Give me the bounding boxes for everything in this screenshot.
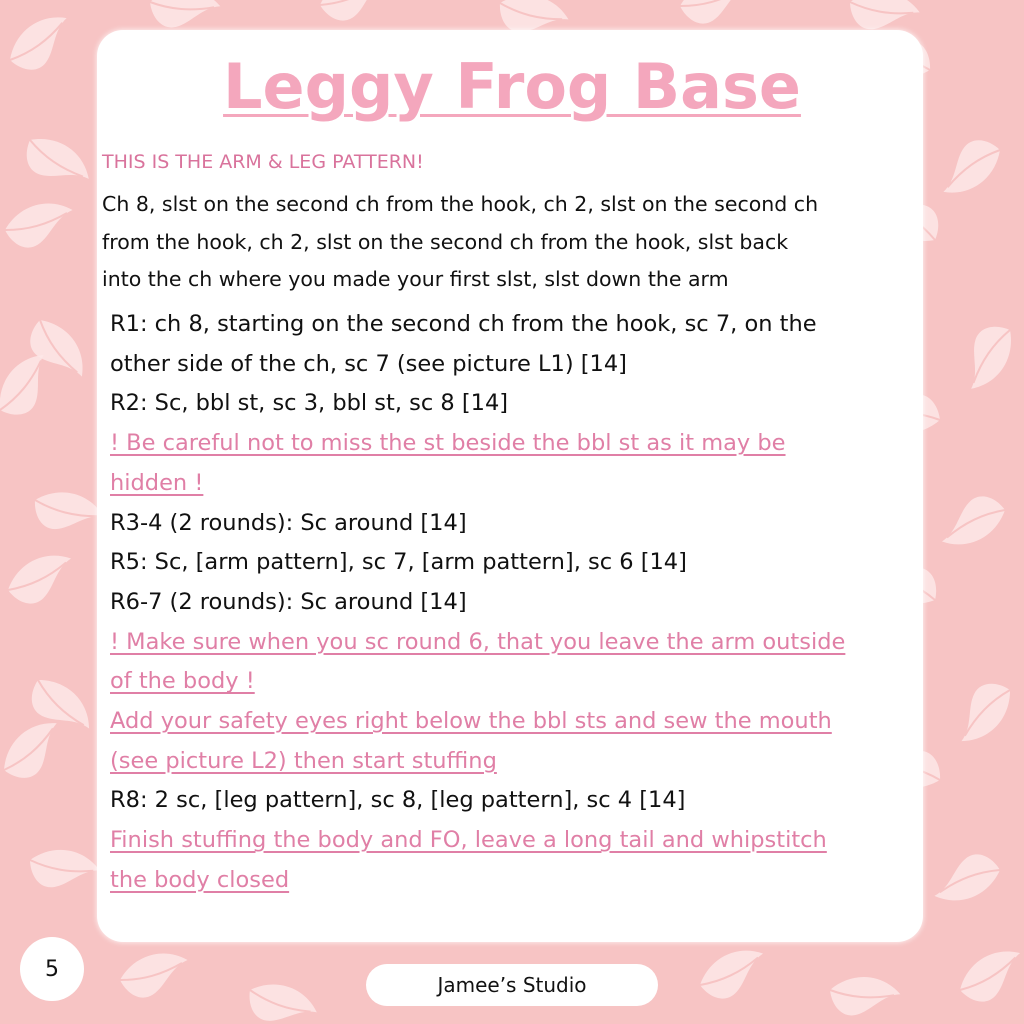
pattern-note: the body closed [110,866,290,893]
studio-footer: Jamee’s Studio [366,964,658,1006]
section-subtitle: THIS IS THE ARM & LEG PATTERN! [102,151,424,173]
pattern-note: of the body ! [110,668,255,695]
pattern-note: Add your safety eyes right below the bbl sts and sew the mouth [110,708,832,735]
pattern-line: R3-4 (2 rounds): Sc around [14] [110,509,467,536]
intro-line: Ch 8, slst on the second ch from the hook, ch 2, slst on the second ch [102,192,819,216]
pattern-note: Finish stuffing the body and FO, leave a long tail and whipstitch [110,827,827,854]
pattern-line: R1: ch 8, starting on the second ch from the hook, sc 7, on the [110,311,817,337]
pattern-note: hidden ! [110,469,204,496]
pattern-rounds-list [110,305,910,901]
page-title: Leggy Frog Base [223,50,801,123]
intro-line: into the ch where you made your first slst, slst down the arm [102,267,729,291]
page-number-badge: 5 [20,937,84,1001]
pattern-line: R2: Sc, bbl st, sc 3, bbl st, sc 8 [14] [110,390,509,417]
pattern-note: (see picture L2) then start stuffing [110,747,497,774]
intro-paragraph [102,186,902,299]
intro-line: from the hook, ch 2, slst on the second ch from the hook, slst back [102,229,789,254]
pattern-note: ! Make sure when you sc round 6, that you leave the arm outside [110,628,846,655]
pattern-line: R5: Sc, [arm pattern], sc 7, [arm pattern], sc 6 [14] [110,549,687,576]
leaf-cluster-left [0,8,107,899]
pattern-line: other side of the ch, sc 7 (see picture L1) [14] [110,350,627,377]
pattern-line: R8: 2 sc, [leg pattern], sc 8, [leg pattern], sc 4 [14] [110,787,686,814]
pattern-line: R6-7 (2 rounds): Sc around [14] [110,588,467,615]
pattern-note: ! Be careful not to miss the st beside the bbl st as it may be [110,430,786,457]
